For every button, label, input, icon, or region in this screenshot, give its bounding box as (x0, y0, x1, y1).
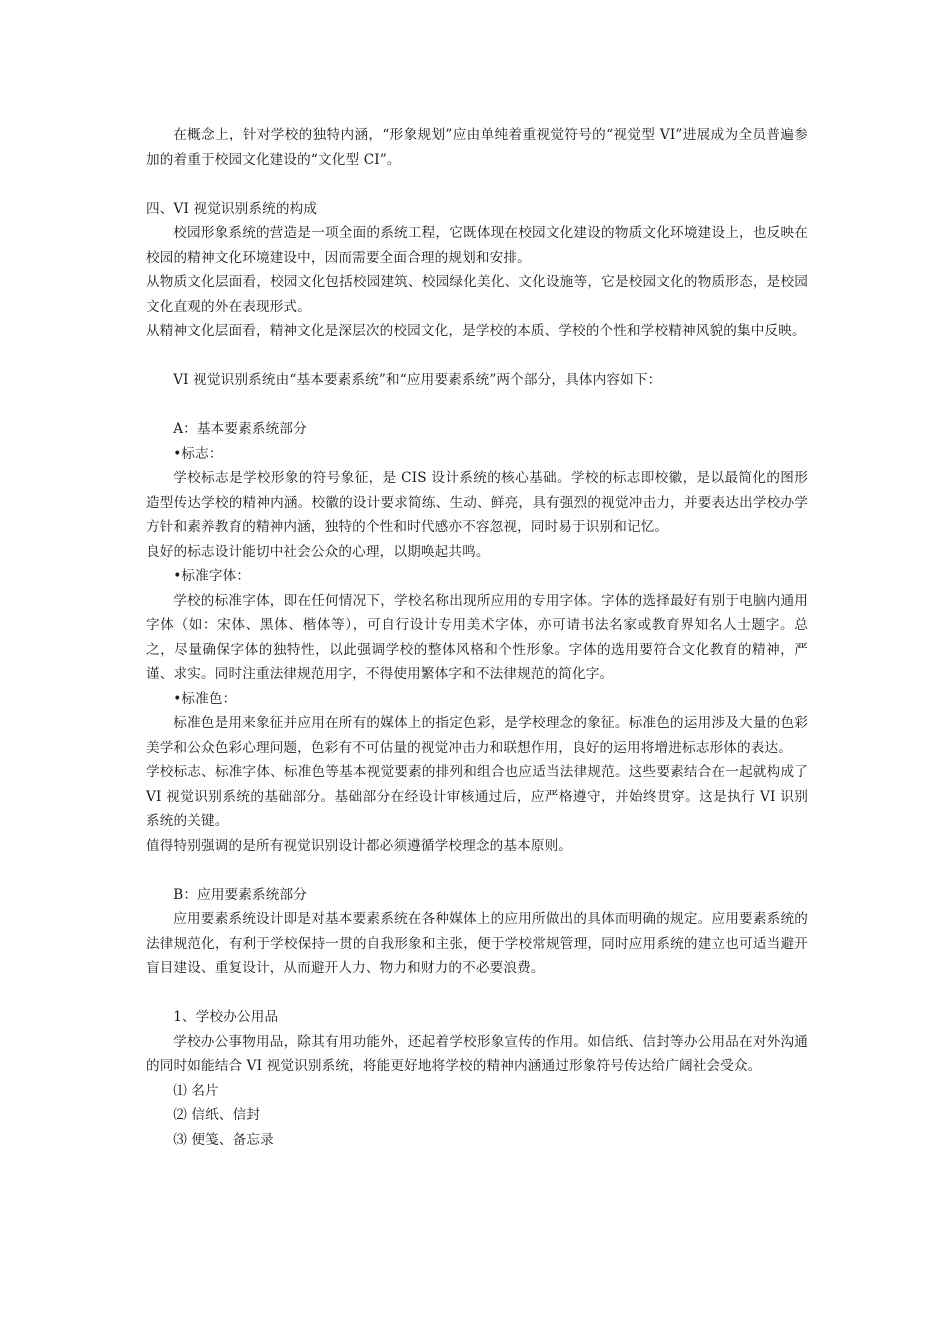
spacer (146, 172, 808, 197)
font-paragraph-1: 学校的标准字体，即在任何情况下，学校名称出现所应用的专用字体。字体的选择最好有别于电脑内通用字体（如：宋体、黑体、楷体等），可自行设计专用美术字体，亦可请书法名家或教育界知名人士题字。总之，尽量确保字体的独特性，以此强调学校的整体风格和个性形象。字体的选用要符合文化教育的精神，严谨、求实。同时注重法律规范用字，不得使用繁体字和不法律规范的简化字。 (146, 592, 808, 682)
color-paragraph-2: 学校标志、标准字体、标准色等基本视觉要素的排列和组合也应适当法律规范。这些要素结合在一起就构成了 VI 视觉识别系统的基础部分。基础部分在经设计审核通过后，应严格遵守，并始终贯穿。这是执行 VI 识别系统的关键。 (146, 764, 808, 829)
part-a-heading: A：基本要素系统部分 (173, 421, 307, 437)
font-heading: •标准字体： (173, 568, 251, 584)
list-item: ⑴ 名片 (173, 1082, 219, 1099)
color-paragraph-1: 标准色是用来象征并应用在所有的媒体上的指定色彩，是学校理念的象征。标准色的运用涉及大量的色彩美学和公众色彩心理问题，色彩有不可估量的视觉冲击力和联想作用，良好的运用将增进标志形体的表达。 (146, 715, 808, 756)
spacer (146, 344, 808, 369)
section4-paragraph-4: VI 视觉识别系统由“基本要素系统”和“应用要素系统”两个部分，具体内容如下： (173, 372, 662, 388)
list-item: ⑶ 便笺、备忘录 (173, 1131, 274, 1148)
intro-paragraph: 在概念上，针对学校的独特内涵，“形象规划”应由单纯着重视觉符号的“视觉型 VI”进展成为全员普遍参加的着重于校园文化建设的“文化型 CI”。 (146, 127, 808, 168)
spacer (146, 393, 808, 418)
document-body (146, 123, 808, 1152)
section4-heading: 四、VI 视觉识别系统的构成 (146, 200, 318, 217)
part-b-paragraph-1: 应用要素系统设计即是对基本要素系统在各种媒体上的应用所做出的具体而明确的规定。应用要素系统的法律规范化，有利于学校保持一贯的自我形象和主张，便于学校常规管理，同时应用系统的建立也可适当避开盲目建设、重复设计，从而避开人力、物力和财力的不必要浪费。 (146, 911, 808, 976)
section4-paragraph-1: 校园形象系统的营造是一项全面的系统工程，它既体现在校园文化建设的物质文化环境建设上，也反映在校园的精神文化环境建设中，因而需要全面合理的规划和安排。 (146, 225, 808, 266)
item1-heading: 1、学校办公用品 (173, 1009, 279, 1025)
item1-paragraph-1: 学校办公事物用品，除其有用功能外，还起着学校形象宣传的作用。如信纸、信封等办公用品在对外沟通的同时如能结合 VI 视觉识别系统，将能更好地将学校的精神内涵通过形象符号传达给广阔社会受众。 (146, 1033, 808, 1074)
color-paragraph-3: 值得特别强调的是所有视觉识别设计都必须遵循学校理念的基本原则。 (146, 837, 573, 854)
section4-paragraph-3: 从精神文化层面看，精神文化是深层次的校园文化，是学校的本质、学校的个性和学校精神风貌的集中反映。 (146, 323, 806, 339)
part-b-heading: B：应用要素系统部分 (173, 886, 308, 903)
spacer (146, 858, 808, 883)
section4-paragraph-2: 从物质文化层面看，校园文化包括校园建筑、校园绿化美化、文化设施等，它是校园文化的物质形态，是校园文化直观的外在表现形式。 (146, 274, 808, 315)
list-item: ⑵ 信纸、信封 (173, 1107, 261, 1123)
logo-heading: •标志： (173, 445, 223, 462)
spacer (146, 981, 808, 1006)
logo-paragraph-2: 良好的标志设计能切中社会公众的心理，以期唤起共鸣。 (146, 543, 490, 560)
color-heading: •标准色： (173, 690, 237, 707)
logo-paragraph-1: 学校标志是学校形象的符号象征，是 CIS 设计系统的核心基础。学校的标志即校徽，是以最简化的图形造型传达学校的精神内涵。校徽的设计要求简练、生动、鲜亮，具有强烈的视觉冲击力，并要表达出学校办学方针和素养教育的精神内涵，独特的个性和时代感亦不容忽视，同时易于识别和记忆。 (146, 470, 808, 535)
